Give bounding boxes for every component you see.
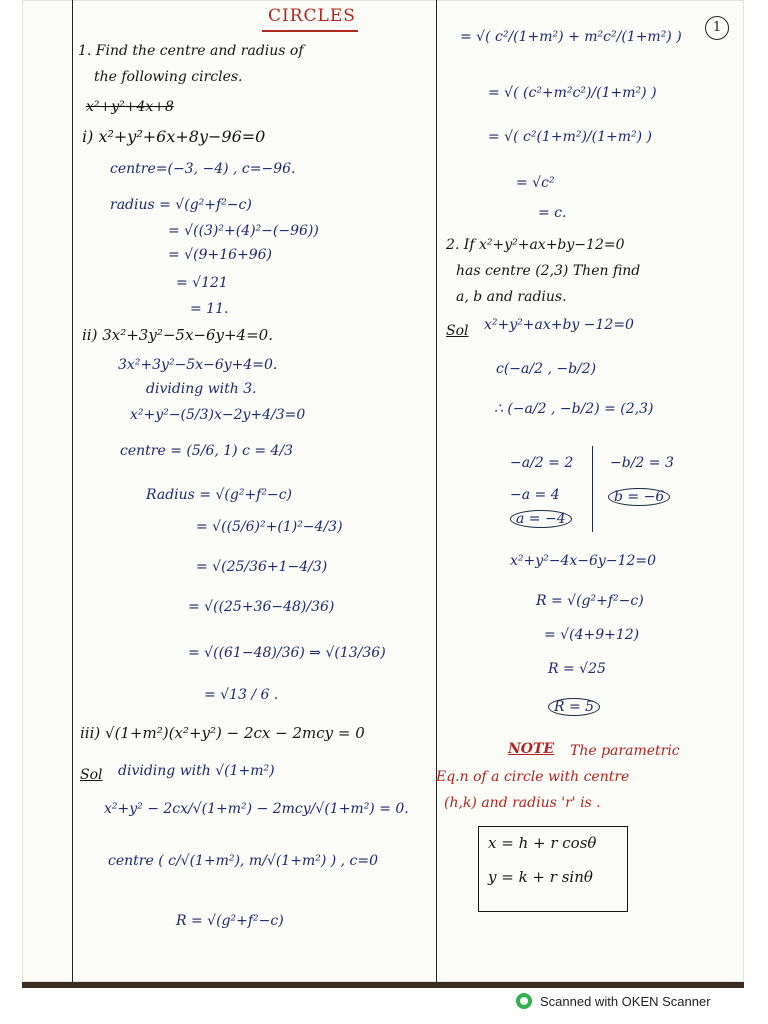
question-2-step-8: R = √(g²+f²−c) [536,593,644,609]
note-line-2: Eq.n of a circle with centre [436,769,630,785]
continuation-step-3: = √( c²(1+m²)/(1+m²) ) [488,129,652,145]
note-label: NOTE [508,741,555,757]
page-title: CIRCLES [268,6,356,26]
part-1-step-1: = √((3)²+(4)²−(−96)) [168,223,319,239]
continuation-step-1: = √( c²/(1+m²) + m²c²/(1+m²) ) [460,29,682,45]
part-1-step-4: = 11. [190,301,229,317]
question-1-line-1: 1. Find the centre and radius of [78,43,304,59]
part-2-step-1: = √((5/6)²+(1)²−4/3) [196,519,343,535]
part-2-divide: dividing with 3. [146,381,257,397]
part-1-step-3: = √121 [176,275,228,291]
center-margin-line [436,0,437,982]
scanner-logo-icon [516,993,532,1009]
answer-radius: R = 5 [548,698,600,716]
part-3-equation: iii) √(1+m²)(x²+y²) − 2cx − 2mcy = 0 [80,724,365,742]
continuation-step-2: = √( (c²+m²c²)/(1+m²) ) [488,85,657,101]
continuation-step-5: = c. [538,205,567,221]
page-number: 1 [705,16,729,40]
question-2-line-3: a, b and radius. [456,289,567,305]
question-2-step-10: R = √25 [548,661,606,677]
scanner-text: Scanned with OKEN Scanner [540,993,711,1009]
question-2-step-7: x²+y²−4x−6y−12=0 [510,553,657,569]
part-2-step-4: = √((61−48)/36) ⇒ √(13/36) [188,645,386,661]
parametric-y: y = k + r sinθ [488,868,593,886]
part-2-step-2: = √(25/36+1−4/3) [196,559,328,575]
note-line-1: The parametric [570,743,680,759]
part-2-radius: Radius = √(g²+f²−c) [146,487,292,503]
part-3-radius: R = √(g²+f²−c) [176,913,284,929]
solve-a-step-2: −a = 4 [510,487,560,503]
part-2-equation: ii) 3x²+3y²−5x−6y+4=0. [82,326,273,344]
solve-a-step-1: −a/2 = 2 [510,455,574,471]
answer-b: b = −6 [608,488,670,506]
solve-b-step-1: −b/2 = 3 [610,455,674,471]
title-underline [262,30,358,32]
part-3-divide: dividing with √(1+m²) [118,763,275,779]
part-1-centre: centre=(−3, −4) , c=−96. [110,161,296,177]
part-2-centre: centre = (5/6, 1) c = 4/3 [120,443,294,459]
part-2-step-5: = √13 / 6 . [204,687,279,703]
question-2-step-2: c(−a/2 , −b/2) [496,361,597,377]
part-1-radius: radius = √(g²+f²−c) [110,197,252,213]
part-3-sol-label: Sol [80,767,103,783]
struck-text: x²+y²+4x+8 [86,99,174,115]
part-2-restate: 3x²+3y²−5x−6y+4=0. [118,357,278,373]
parametric-x: x = h + r cosθ [488,834,597,852]
part-2-equation-2: x²+y²−(5/3)x−2y+4/3=0 [130,407,306,423]
continuation-step-4: = √c² [516,175,555,191]
note-line-3: (h,k) and radius 'r' is . [444,795,601,811]
part-1-step-2: = √(9+16+96) [168,247,273,263]
question-1-line-2: the following circles. [94,69,243,85]
part-2-step-3: = √((25+36−48)/36) [188,599,335,615]
question-2-line-1: 2. If x²+y²+ax+by−12=0 [446,237,625,253]
question-2-line-2: has centre (2,3) Then find [456,263,641,279]
question-2-step-9: = √(4+9+12) [544,627,640,643]
part-1-equation: i) x²+y²+6x+8y−96=0 [82,127,266,146]
question-2-sol-label: Sol [446,323,469,339]
table-edge [22,982,744,988]
part-3-centre: centre ( c/√(1+m²), m/√(1+m²) ) , c=0 [108,853,379,869]
part-3-equation-2: x²+y² − 2cx/√(1+m²) − 2mcy/√(1+m²) = 0. [104,801,409,817]
left-margin-line [72,0,73,982]
answer-a: a = −4 [510,510,572,528]
scanner-watermark [516,990,711,1012]
solve-divider [592,446,593,532]
question-2-step-1: x²+y²+ax+by −12=0 [484,317,634,333]
question-2-step-3: ∴ (−a/2 , −b/2) = (2,3) [494,401,654,417]
